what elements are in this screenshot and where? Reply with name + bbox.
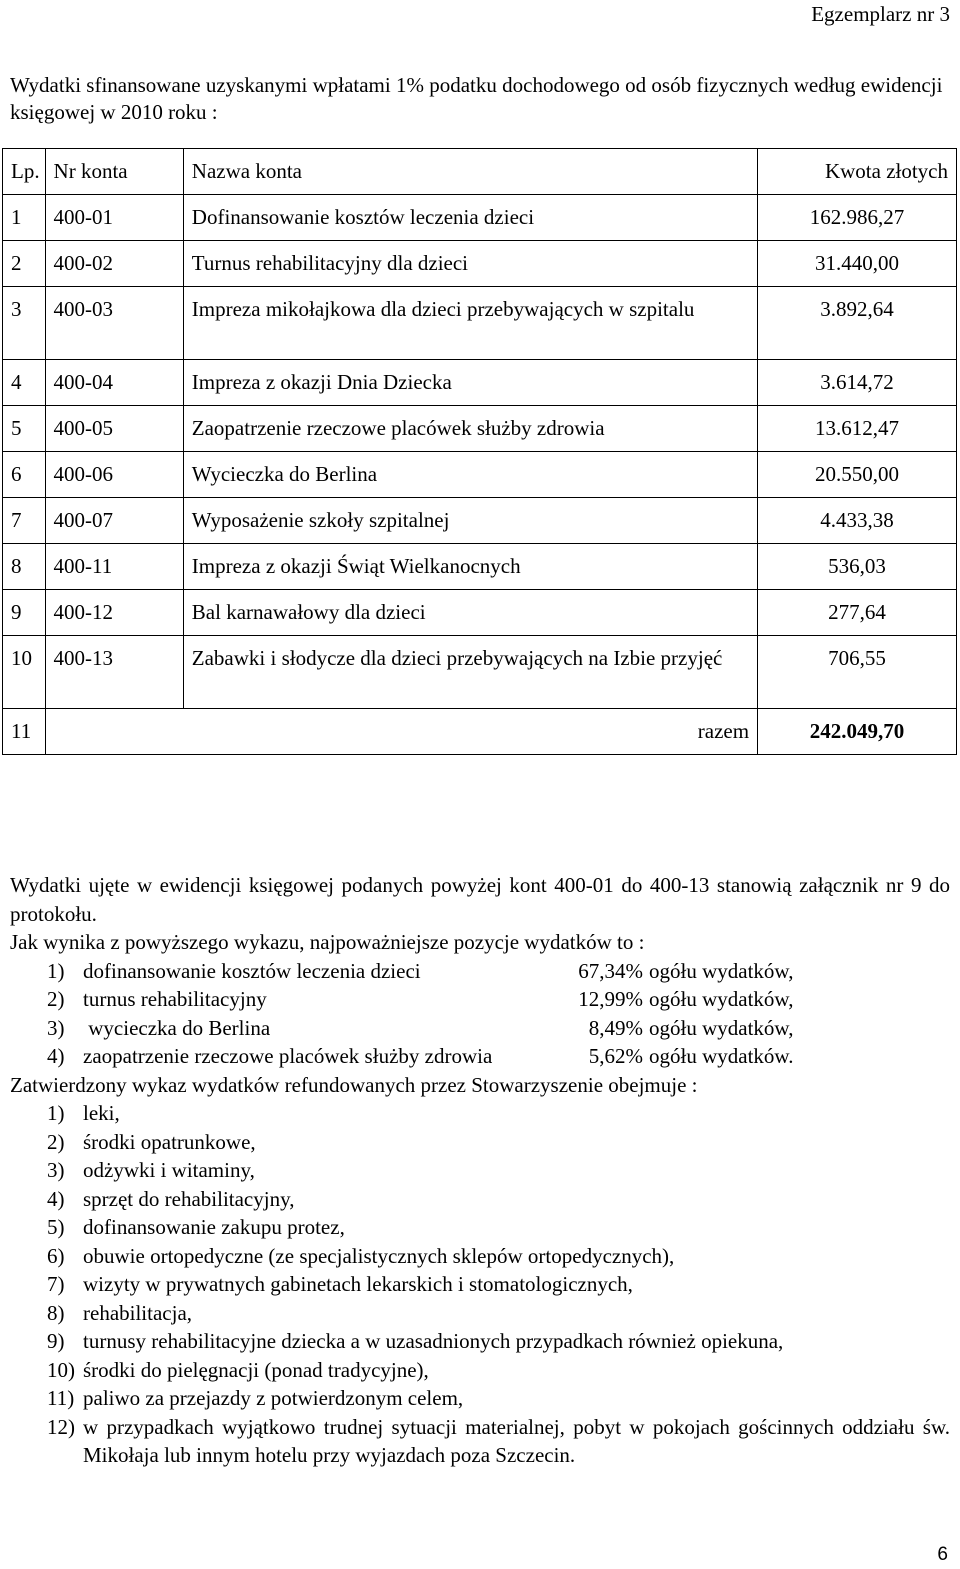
row-name: Dofinansowanie kosztów leczenia dzieci <box>183 195 757 241</box>
table-row <box>3 195 957 241</box>
row-account: 400-04 <box>45 360 183 406</box>
table-row <box>3 287 957 360</box>
item-number: 5) <box>47 1215 65 1239</box>
item-text: leki, <box>83 1101 120 1125</box>
item-suffix: ogółu wydatków. <box>649 1044 794 1068</box>
row-lp: 4 <box>3 360 46 406</box>
row-amount: 20.550,00 <box>758 452 957 498</box>
item-number: 11) <box>47 1386 75 1410</box>
item-text: zaopatrzenie rzeczowe placówek służby zdrowia <box>83 1044 493 1068</box>
list-item <box>10 1213 950 1242</box>
row-lp: 3 <box>3 287 46 360</box>
item-number: 2) <box>47 1129 65 1154</box>
row-name: Impreza z okazji Dnia Dziecka <box>183 360 757 406</box>
item-text: obuwie ortopedyczne (ze specjalistycznych sklepów ortopedycznych), <box>83 1243 675 1268</box>
list-item <box>10 1299 950 1328</box>
row-amount: 162.986,27 <box>758 195 957 241</box>
table-row <box>3 241 957 287</box>
approved-expenses-list <box>10 1099 950 1470</box>
item-text: środki opatrunkowe, <box>83 1129 256 1154</box>
total-lp: 11 <box>3 709 46 755</box>
header-account: Nr konta <box>45 149 183 195</box>
row-amount: 706,55 <box>758 636 957 709</box>
row-amount: 277,64 <box>758 590 957 636</box>
list-item <box>10 1327 950 1356</box>
table-row <box>3 544 957 590</box>
item-number: 2) <box>47 987 65 1011</box>
table-row <box>3 360 957 406</box>
header-lp: Lp. <box>3 149 46 195</box>
list-item <box>10 1099 950 1128</box>
row-lp: 8 <box>3 544 46 590</box>
list-item <box>10 1356 950 1385</box>
row-amount: 13.612,47 <box>758 406 957 452</box>
table-row <box>3 498 957 544</box>
row-lp: 10 <box>3 636 46 709</box>
row-name: Wyposażenie szkoły szpitalnej <box>183 498 757 544</box>
item-suffix: ogółu wydatków, <box>649 958 794 983</box>
row-account: 400-03 <box>45 287 183 360</box>
item-number: 1) <box>47 958 65 983</box>
total-label: razem <box>45 709 758 755</box>
row-account: 400-02 <box>45 241 183 287</box>
row-amount: 4.433,38 <box>758 498 957 544</box>
row-name: Impreza mikołajkowa dla dzieci przebywających w szpitalu <box>183 287 757 360</box>
table-header-row <box>3 149 957 195</box>
expenses-table <box>2 148 957 755</box>
row-lp: 7 <box>3 498 46 544</box>
item-text: w przypadkach wyjątkowo trudnej sytuacji materialnej, pobyt w pokojach gościnnych oddziału św. Mikołaja lub innym hotelu przy wyjazdach poza Szczecin. <box>83 1414 950 1467</box>
item-text: wycieczka do Berlina <box>83 1015 271 1040</box>
item-number: 3) <box>47 1015 65 1040</box>
list-item <box>10 1384 950 1413</box>
document-heading: Wydatki sfinansowane uzyskanymi wpłatami 1% podatku dochodowego od osób fizycznych według ewidencji księgowej w 2010 roku : <box>10 73 943 124</box>
item-text: wizyty w prywatnych gabinetach lekarskich i stomatologicznych, <box>83 1272 633 1296</box>
row-lp: 5 <box>3 406 46 452</box>
item-number: 7) <box>47 1272 65 1296</box>
table-total-row <box>3 709 957 755</box>
item-text: turnusy rehabilitacyjne dziecka a w uzasadnionych przypadkach również opiekuna, <box>83 1329 784 1353</box>
row-name: Wycieczka do Berlina <box>183 452 757 498</box>
item-number: 1) <box>47 1101 65 1125</box>
list-item <box>10 1185 950 1214</box>
row-lp: 2 <box>3 241 46 287</box>
row-amount: 3.614,72 <box>758 360 957 406</box>
item-text: paliwo za przejazdy z potwierdzonym celem, <box>83 1386 464 1410</box>
summary-section <box>10 871 950 1470</box>
item-number: 10) <box>47 1357 75 1382</box>
top-expense-item <box>10 1014 950 1043</box>
copy-label: Egzemplarz nr 3 <box>811 2 950 26</box>
item-text: dofinansowanie zakupu protez, <box>83 1215 345 1239</box>
row-account: 400-11 <box>45 544 183 590</box>
row-amount: 3.892,64 <box>758 287 957 360</box>
row-account: 400-01 <box>45 195 183 241</box>
table-row <box>3 590 957 636</box>
item-text: sprzęt do rehabilitacyjny, <box>83 1186 295 1211</box>
item-text: turnus rehabilitacyjny <box>83 987 267 1011</box>
list-item <box>10 1413 950 1470</box>
row-lp: 6 <box>3 452 46 498</box>
list-item <box>10 1242 950 1271</box>
header-amount: Kwota złotych <box>758 149 957 195</box>
list-item <box>10 1156 950 1185</box>
attachment-note: Wydatki ujęte w ewidencji księgowej podanych powyżej kont 400-01 do 400-13 stanowią załącznik nr 9 do protokołu. <box>10 873 950 926</box>
item-text: rehabilitacja, <box>83 1300 193 1325</box>
row-account: 400-13 <box>45 636 183 709</box>
row-name: Zaopatrzenie rzeczowe placówek służby zdrowia <box>183 406 757 452</box>
item-percent: 67,34% <box>578 958 643 983</box>
item-text: środki do pielęgnacji (ponad tradycyjne), <box>83 1357 429 1382</box>
item-number: 6) <box>47 1243 65 1268</box>
row-name: Zabawki i słodycze dla dzieci przebywających na Izbie przyjęć <box>183 636 757 709</box>
page-number: 6 <box>937 1544 948 1565</box>
item-percent: 5,62% <box>588 1044 643 1068</box>
analysis-intro: Jak wynika z powyższego wykazu, najpoważniejsze pozycje wydatków to : <box>10 930 645 954</box>
item-number: 4) <box>47 1186 65 1211</box>
total-amount: 242.049,70 <box>758 709 957 755</box>
item-number: 8) <box>47 1300 65 1325</box>
row-account: 400-06 <box>45 452 183 498</box>
item-percent: 12,99% <box>578 987 643 1011</box>
table-row <box>3 406 957 452</box>
row-account: 400-12 <box>45 590 183 636</box>
row-amount: 536,03 <box>758 544 957 590</box>
top-expense-item <box>10 1042 950 1071</box>
item-suffix: ogółu wydatków, <box>649 987 794 1011</box>
approved-intro: Zatwierdzony wykaz wydatków refundowanych przez Stowarzyszenie obejmuje : <box>10 1072 698 1097</box>
list-item <box>10 1270 950 1299</box>
row-account: 400-07 <box>45 498 183 544</box>
item-number: 9) <box>47 1329 65 1353</box>
item-number: 3) <box>47 1158 65 1182</box>
item-text: dofinansowanie kosztów leczenia dzieci <box>83 958 421 983</box>
row-amount: 31.440,00 <box>758 241 957 287</box>
top-expense-item <box>10 957 950 986</box>
item-number: 12) <box>47 1414 75 1439</box>
table-row <box>3 452 957 498</box>
row-name: Bal karnawałowy dla dzieci <box>183 590 757 636</box>
row-lp: 1 <box>3 195 46 241</box>
item-percent: 8,49% <box>588 1015 643 1040</box>
row-account: 400-05 <box>45 406 183 452</box>
item-text: odżywki i witaminy, <box>83 1158 255 1182</box>
list-item <box>10 1128 950 1157</box>
row-name: Turnus rehabilitacyjny dla dzieci <box>183 241 757 287</box>
item-number: 4) <box>47 1044 65 1068</box>
row-name: Impreza z okazji Świąt Wielkanocnych <box>183 544 757 590</box>
top-expense-item <box>10 985 950 1014</box>
table-row <box>3 636 957 709</box>
header-name: Nazwa konta <box>183 149 757 195</box>
row-lp: 9 <box>3 590 46 636</box>
item-suffix: ogółu wydatków, <box>649 1015 794 1040</box>
